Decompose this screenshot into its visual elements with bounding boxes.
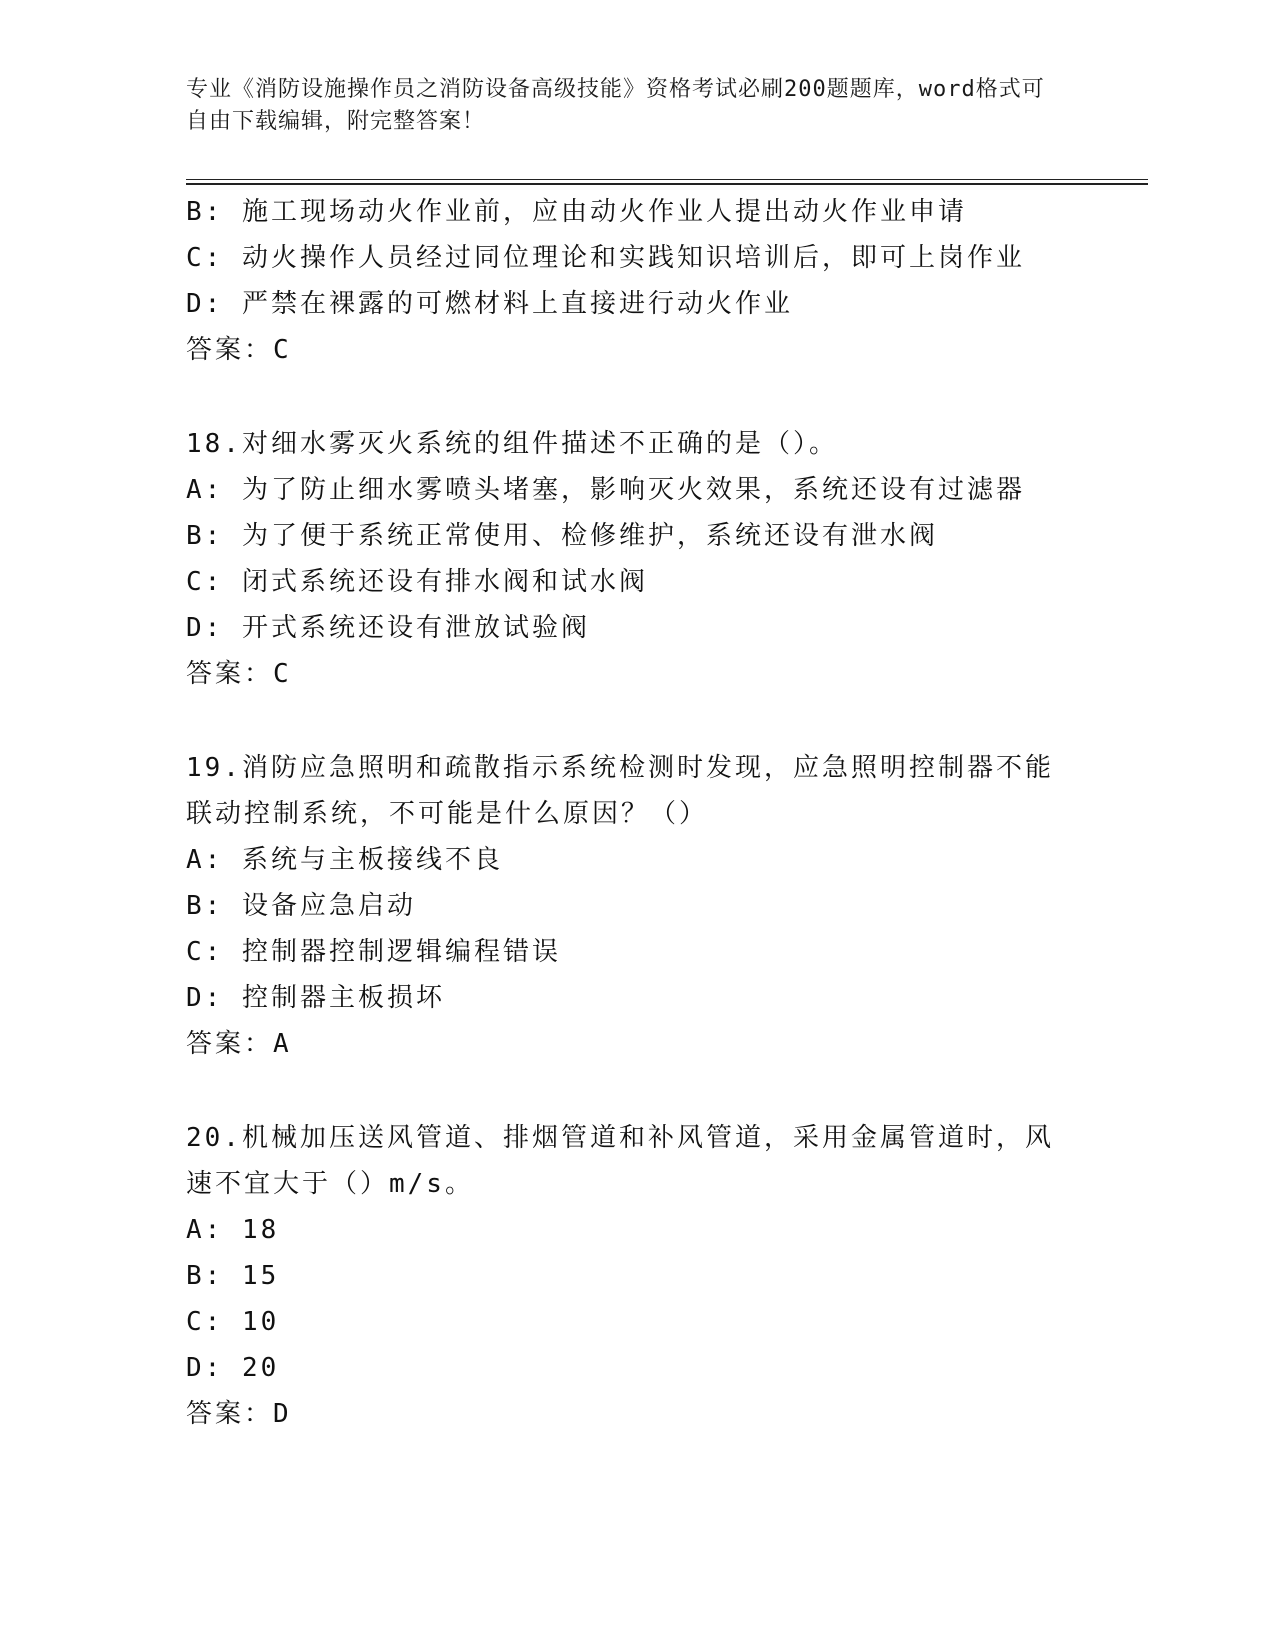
option-d: D: 20 (186, 1353, 280, 1383)
option-c: C: 10 (186, 1307, 280, 1337)
option-c: C: 动火操作人员经过同位理论和实践知识培训后，即可上岗作业 (186, 243, 1025, 273)
header-divider-thick (186, 183, 1148, 185)
question-19 (186, 745, 1086, 1067)
option-b: B: 15 (186, 1261, 280, 1291)
option-b: B: 设备应急启动 (186, 891, 416, 921)
spacer (186, 373, 1086, 421)
document-header (186, 74, 1066, 138)
option-d: D: 开式系统还设有泄放试验阀 (186, 613, 590, 643)
question-18 (186, 421, 1086, 697)
question-17-tail (186, 189, 1086, 373)
option-a: A: 为了防止细水雾喷头堵塞，影响灭火效果，系统还设有过滤器 (186, 475, 1025, 505)
question-stem: 18.对细水雾灭火系统的组件描述不正确的是（）。 (186, 429, 838, 459)
option-a: A: 系统与主板接线不良 (186, 845, 503, 875)
option-d: D: 控制器主板损坏 (186, 983, 445, 1013)
answer-label: 答案：D (186, 1399, 292, 1429)
answer-label: 答案：C (186, 659, 292, 689)
spacer (186, 697, 1086, 745)
option-d: D: 严禁在裸露的可燃材料上直接进行动火作业 (186, 289, 793, 319)
option-c: C: 闭式系统还设有排水阀和试水阀 (186, 567, 648, 597)
spacer (186, 1067, 1086, 1115)
question-stem: 19.消防应急照明和疏散指示系统检测时发现，应急照明控制器不能联动控制系统，不可能是什么原因？（） (186, 753, 1054, 829)
question-20 (186, 1115, 1086, 1437)
answer-label: 答案：A (186, 1029, 292, 1059)
option-c: C: 控制器控制逻辑编程错误 (186, 937, 561, 967)
question-stem: 20.机械加压送风管道、排烟管道和补风管道，采用金属管道时，风速不宜大于（）m/s。 (186, 1123, 1054, 1199)
header-title: 专业《消防设施操作员之消防设备高级技能》资格考试必刷200题题库，word格式可自由下载编辑，附完整答案！ (186, 77, 1045, 134)
option-b: B: 为了便于系统正常使用、检修维护，系统还设有泄水阀 (186, 521, 938, 551)
option-a: A: 18 (186, 1215, 280, 1245)
question-list (186, 189, 1086, 1437)
header-divider-thin (186, 179, 1148, 180)
answer-label: 答案：C (186, 335, 292, 365)
option-b: B: 施工现场动火作业前，应由动火作业人提出动火作业申请 (186, 197, 967, 227)
